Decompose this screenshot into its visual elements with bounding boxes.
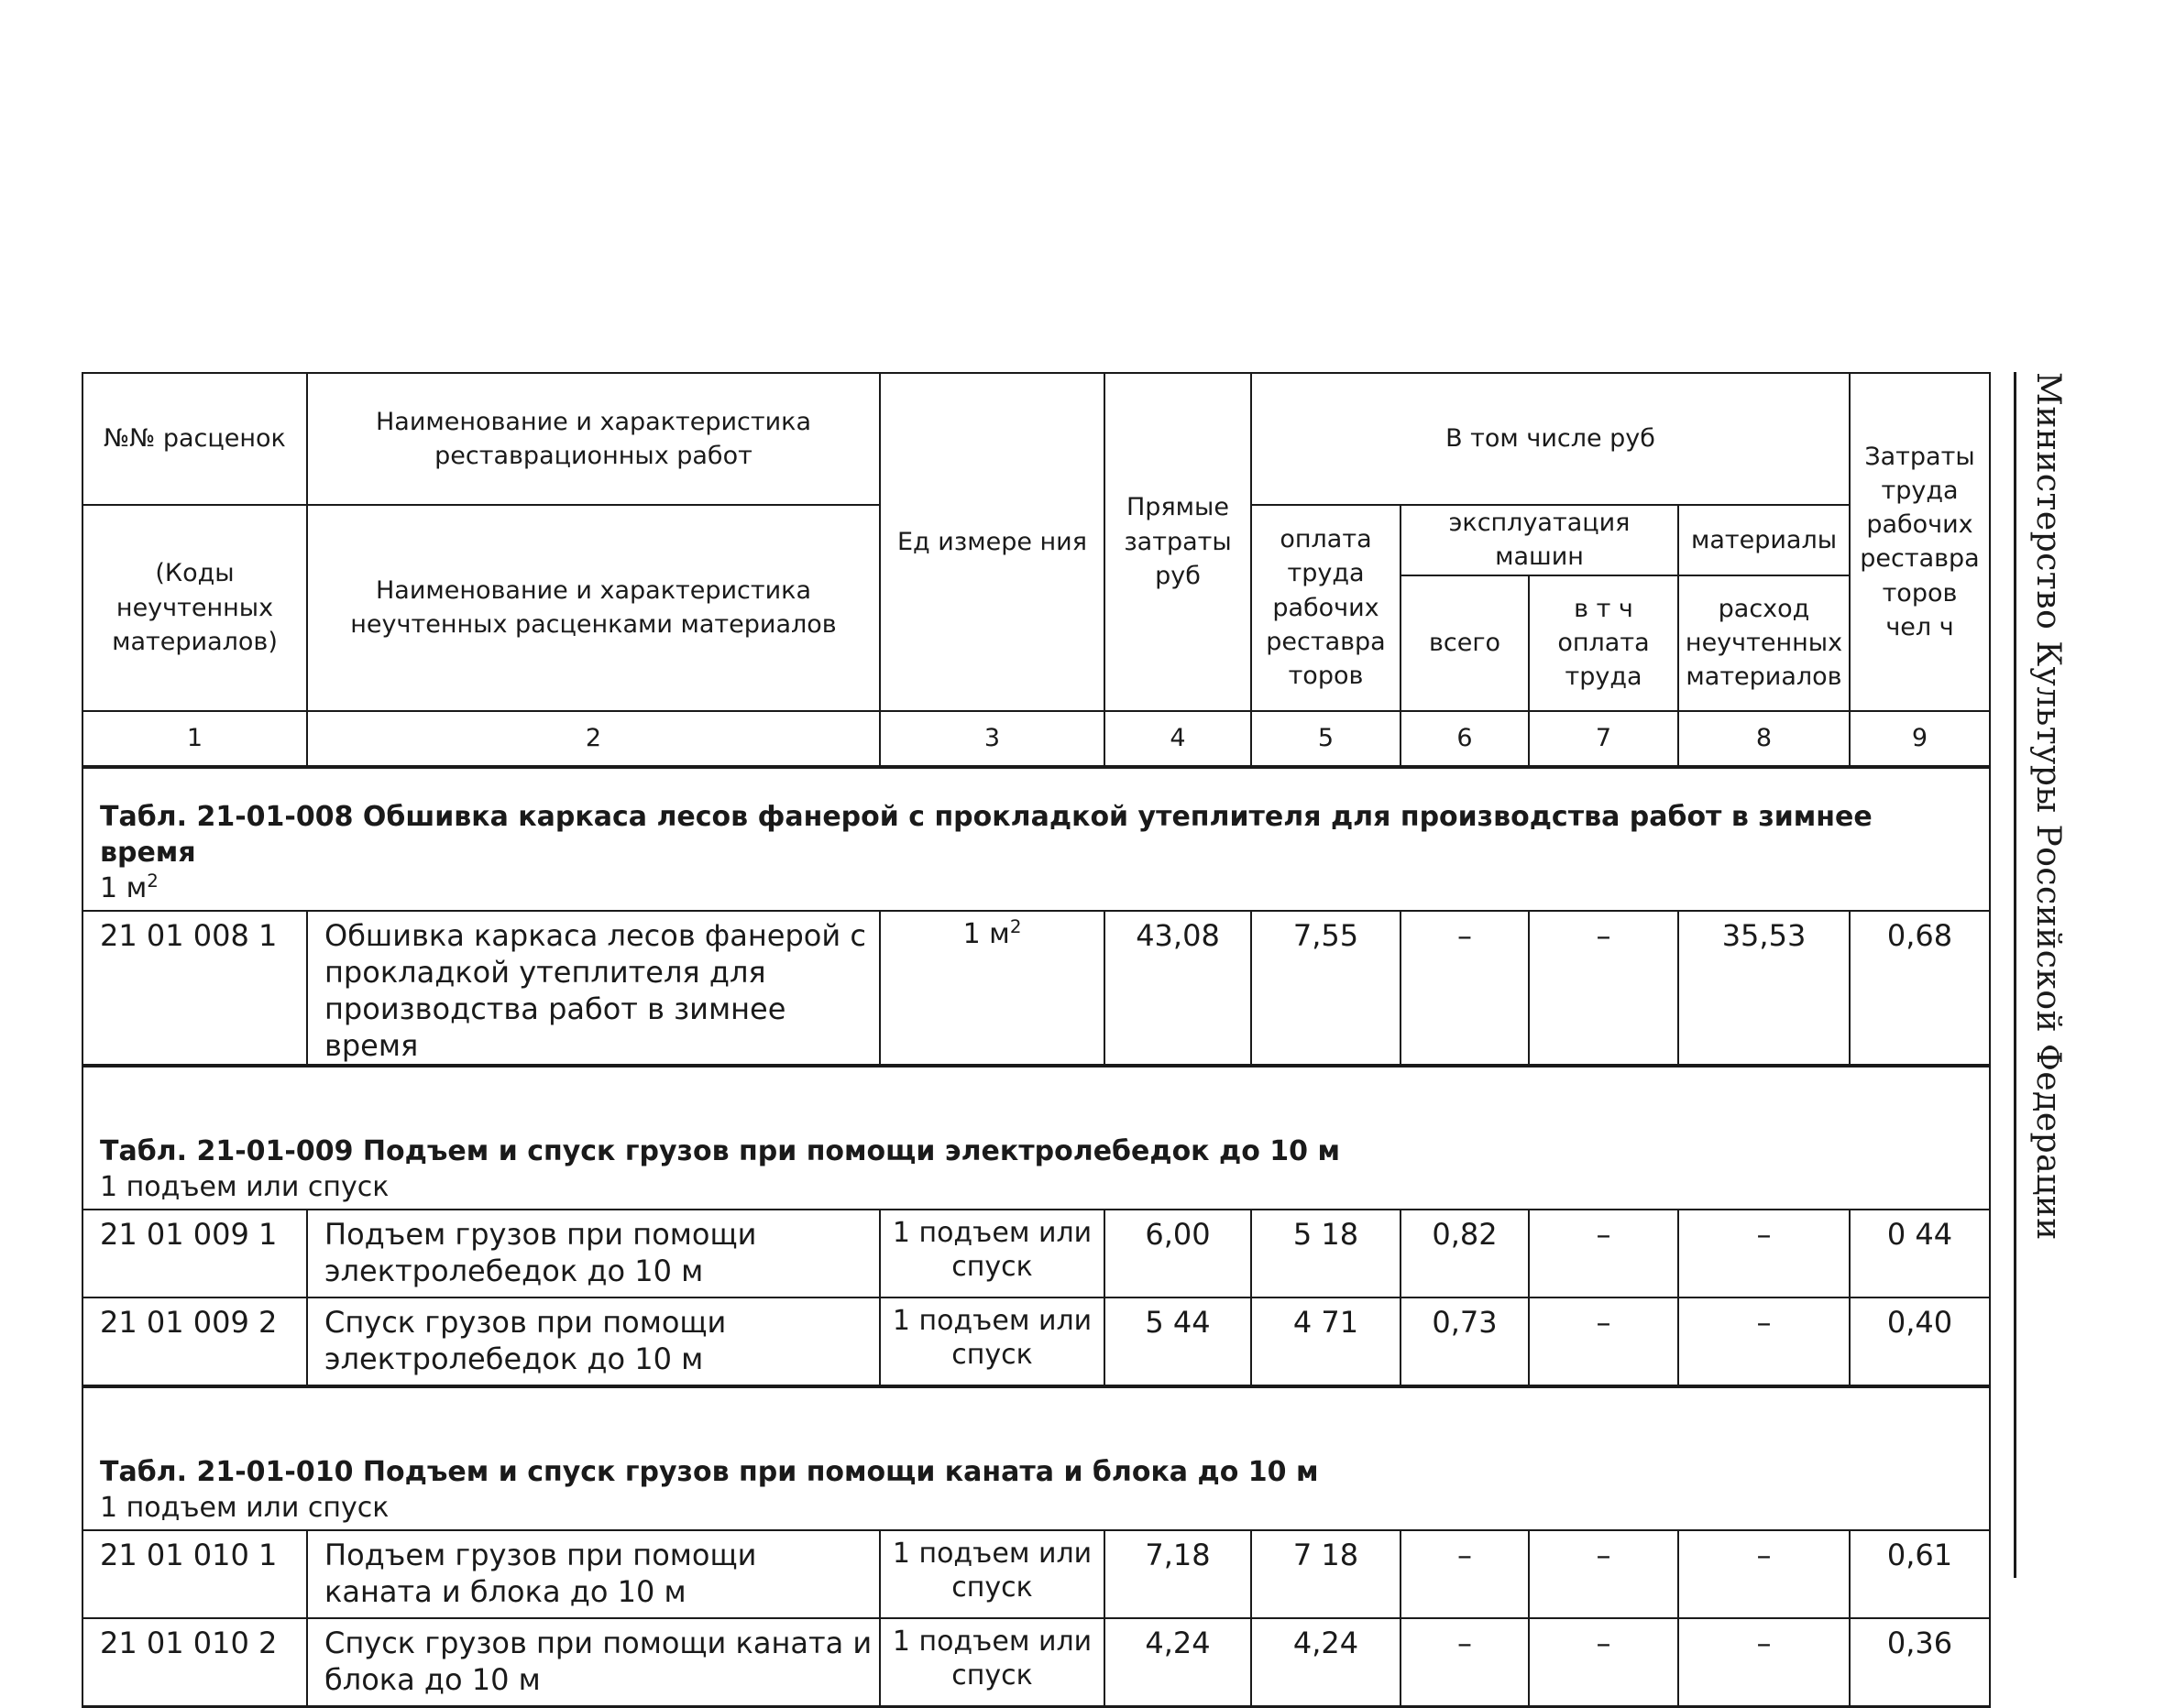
labor-pay-cell xyxy=(1251,1618,1401,1707)
section-title-cell xyxy=(82,1066,1990,1210)
column-number: 5 xyxy=(1251,711,1401,767)
side-caption: Министерство Культуры Российской Федерации xyxy=(2029,372,2067,1241)
work-name-cell xyxy=(307,1530,880,1618)
section-unit-text: 1 м xyxy=(100,871,148,904)
table-row xyxy=(82,911,1990,1066)
machines-labor-cell xyxy=(1529,1530,1678,1618)
section-unit xyxy=(100,870,1972,906)
section-unit-superscript: 2 xyxy=(147,870,159,892)
rate-code-cell-text: 21 01 010 2 xyxy=(100,1625,278,1660)
table-row xyxy=(82,1297,1990,1386)
machines-total-cell xyxy=(1401,1618,1529,1707)
section-unit-text: 1 подъем или спуск xyxy=(100,1491,390,1524)
unit-cell-text: 1 подъем или спуск xyxy=(892,1216,1093,1283)
labor-pay-cell xyxy=(1251,911,1401,1066)
section-title: Табл. 21-01-009 Подъем и спуск грузов при помощи электролебедок до 10 м xyxy=(100,1134,1340,1167)
rate-code-cell xyxy=(82,1210,307,1297)
machines-total-cell-text: 0,82 xyxy=(1432,1216,1498,1252)
rate-code-cell xyxy=(82,1530,307,1618)
labor-hours-cell xyxy=(1850,1618,1990,1707)
materials-cell-text: – xyxy=(1756,1304,1772,1340)
unit-cell xyxy=(880,1297,1104,1386)
rate-code-cell-text: 21 01 008 1 xyxy=(100,917,278,953)
machines-total-cell xyxy=(1401,1297,1529,1386)
header-machines-total: всего xyxy=(1401,575,1529,711)
machines-total-cell xyxy=(1401,1530,1529,1618)
work-name-cell-text: Обшивка каркаса лесов фанерой с прокладкой утеплителя для производства работ в зимнее время xyxy=(324,917,866,1063)
rate-code-cell xyxy=(82,911,307,1066)
labor-hours-cell xyxy=(1850,1530,1990,1618)
header-code-top: №№ расценок xyxy=(82,373,307,505)
section-title: Табл. 21-01-008 Обшивка каркаса лесов фанерой с прокладкой утеплителя для производства работ в зимнее время xyxy=(100,800,1873,869)
unit-superscript: 2 xyxy=(1009,915,1022,937)
labor-pay-cell-text: 7,55 xyxy=(1292,917,1359,953)
header-materials-usage: расход неучтенных материалов xyxy=(1678,575,1850,711)
section-unit xyxy=(100,1169,1972,1205)
direct-cost-cell xyxy=(1104,1297,1251,1386)
machines-total-cell-text: – xyxy=(1457,1537,1472,1572)
machines-total-cell-text: – xyxy=(1457,917,1472,953)
labor-hours-cell-text: 0,61 xyxy=(1886,1537,1953,1572)
materials-cell xyxy=(1678,1210,1850,1297)
machines-labor-cell-text: – xyxy=(1596,1216,1611,1252)
labor-pay-cell xyxy=(1251,1297,1401,1386)
section-title: Табл. 21-01-010 Подъем и спуск грузов при помощи каната и блока до 10 м xyxy=(100,1455,1319,1488)
unit-cell xyxy=(880,1618,1104,1707)
machines-total-cell-text: 0,73 xyxy=(1432,1304,1498,1340)
direct-cost-cell-text: 7,18 xyxy=(1145,1537,1211,1572)
column-numbers-row xyxy=(82,711,1990,767)
column-number: 2 xyxy=(307,711,880,767)
labor-pay-cell xyxy=(1251,1210,1401,1297)
rate-code-cell xyxy=(82,1297,307,1386)
materials-cell xyxy=(1678,1618,1850,1707)
unit-cell-text: 1 м xyxy=(962,917,1010,950)
direct-cost-cell-text: 6,00 xyxy=(1145,1216,1211,1252)
unit-cell-text: 1 подъем или спуск xyxy=(892,1625,1093,1692)
section-title-row xyxy=(82,767,1990,911)
section-title-row xyxy=(82,1386,1990,1530)
work-name-cell xyxy=(307,1210,880,1297)
rate-code-cell-text: 21 01 010 1 xyxy=(100,1537,278,1572)
column-number: 6 xyxy=(1401,711,1529,767)
column-number: 4 xyxy=(1104,711,1251,767)
section-title-row xyxy=(82,1066,1990,1210)
unit-cell-text: 1 подъем или спуск xyxy=(892,1537,1093,1604)
machines-labor-cell xyxy=(1529,1210,1678,1297)
direct-cost-cell-text: 5 44 xyxy=(1145,1304,1211,1340)
materials-cell-text: – xyxy=(1756,1216,1772,1252)
section-title-cell xyxy=(82,1386,1990,1530)
header-labor-hours: Затраты труда рабочих реставра торов чел ч xyxy=(1850,373,1990,711)
rate-code-cell-text: 21 01 009 2 xyxy=(100,1304,278,1340)
labor-hours-cell xyxy=(1850,1297,1990,1386)
section-title-cell xyxy=(82,767,1990,911)
table-row xyxy=(82,1210,1990,1297)
side-rule xyxy=(2014,372,2016,1578)
machines-labor-cell-text: – xyxy=(1596,1625,1611,1660)
table-row xyxy=(82,1618,1990,1707)
machines-labor-cell xyxy=(1529,1297,1678,1386)
materials-cell-text: – xyxy=(1756,1625,1772,1660)
materials-cell xyxy=(1678,1297,1850,1386)
labor-hours-cell-text: 0 44 xyxy=(1886,1216,1953,1252)
machines-labor-cell-text: – xyxy=(1596,917,1611,953)
work-name-cell-text: Спуск грузов при помощи электролебедок до 10 м xyxy=(324,1304,727,1376)
column-number: 8 xyxy=(1678,711,1850,767)
labor-hours-cell xyxy=(1850,911,1990,1066)
direct-cost-cell-text: 43,08 xyxy=(1136,917,1220,953)
machines-labor-cell xyxy=(1529,911,1678,1066)
work-name-cell xyxy=(307,911,880,1066)
header-materials: материалы xyxy=(1678,505,1850,575)
header-labor-pay: оплата труда рабочих реставра торов xyxy=(1251,505,1401,711)
machines-total-cell-text: – xyxy=(1457,1625,1472,1660)
direct-cost-cell-text: 4,24 xyxy=(1145,1625,1211,1660)
header-direct-cost: Прямые затраты руб xyxy=(1104,373,1251,711)
materials-cell xyxy=(1678,911,1850,1066)
machines-total-cell xyxy=(1401,1210,1529,1297)
direct-cost-cell xyxy=(1104,1210,1251,1297)
header-including: В том числе руб xyxy=(1251,373,1850,505)
column-number: 7 xyxy=(1529,711,1678,767)
column-number: 3 xyxy=(880,711,1104,767)
header-code-bottom: (Коды неучтенных материалов) xyxy=(82,505,307,711)
machines-total-cell xyxy=(1401,911,1529,1066)
machines-labor-cell-text: – xyxy=(1596,1537,1611,1572)
column-number: 1 xyxy=(82,711,307,767)
work-name-cell xyxy=(307,1297,880,1386)
header-machines: эксплуатация машин xyxy=(1401,505,1678,575)
work-name-cell-text: Спуск грузов при помощи каната и блока до 10 м xyxy=(324,1625,873,1697)
unit-cell-text: 1 подъем или спуск xyxy=(892,1304,1093,1371)
labor-pay-cell-text: 7 18 xyxy=(1292,1537,1359,1572)
header-name-bottom: Наименование и характеристика неучтенных расценками материалов xyxy=(307,505,880,711)
direct-cost-cell xyxy=(1104,911,1251,1066)
labor-hours-cell-text: 0,68 xyxy=(1886,917,1953,953)
labor-pay-cell xyxy=(1251,1530,1401,1618)
rate-code-cell xyxy=(82,1618,307,1707)
section-unit-text: 1 подъем или спуск xyxy=(100,1170,390,1203)
header-name-top: Наименование и характеристика реставрационных работ xyxy=(307,373,880,505)
section-unit xyxy=(100,1490,1972,1526)
unit-cell xyxy=(880,1210,1104,1297)
unit-cell xyxy=(880,911,1104,1066)
price-table xyxy=(82,372,1991,1708)
work-name-cell-text: Подъем грузов при помощи электролебедок до 10 м xyxy=(324,1216,757,1288)
work-name-cell xyxy=(307,1618,880,1707)
labor-hours-cell-text: 0,40 xyxy=(1886,1304,1953,1340)
labor-hours-cell xyxy=(1850,1210,1990,1297)
unit-cell xyxy=(880,1530,1104,1618)
direct-cost-cell xyxy=(1104,1530,1251,1618)
rate-code-cell-text: 21 01 009 1 xyxy=(100,1216,278,1252)
labor-pay-cell-text: 5 18 xyxy=(1292,1216,1359,1252)
column-number: 9 xyxy=(1850,711,1990,767)
table-row xyxy=(82,1530,1990,1618)
materials-cell-text: – xyxy=(1756,1537,1772,1572)
labor-hours-cell-text: 0,36 xyxy=(1886,1625,1953,1660)
header-machines-labor: в т ч оплата труда xyxy=(1529,575,1678,711)
machines-labor-cell-text: – xyxy=(1596,1304,1611,1340)
header-unit: Ед измере ния xyxy=(880,373,1104,711)
work-name-cell-text: Подъем грузов при помощи каната и блока до 10 м xyxy=(324,1537,757,1609)
machines-labor-cell xyxy=(1529,1618,1678,1707)
labor-pay-cell-text: 4,24 xyxy=(1292,1625,1359,1660)
materials-cell xyxy=(1678,1530,1850,1618)
materials-cell-text: 35,53 xyxy=(1721,917,1807,953)
labor-pay-cell-text: 4 71 xyxy=(1292,1304,1359,1340)
direct-cost-cell xyxy=(1104,1618,1251,1707)
